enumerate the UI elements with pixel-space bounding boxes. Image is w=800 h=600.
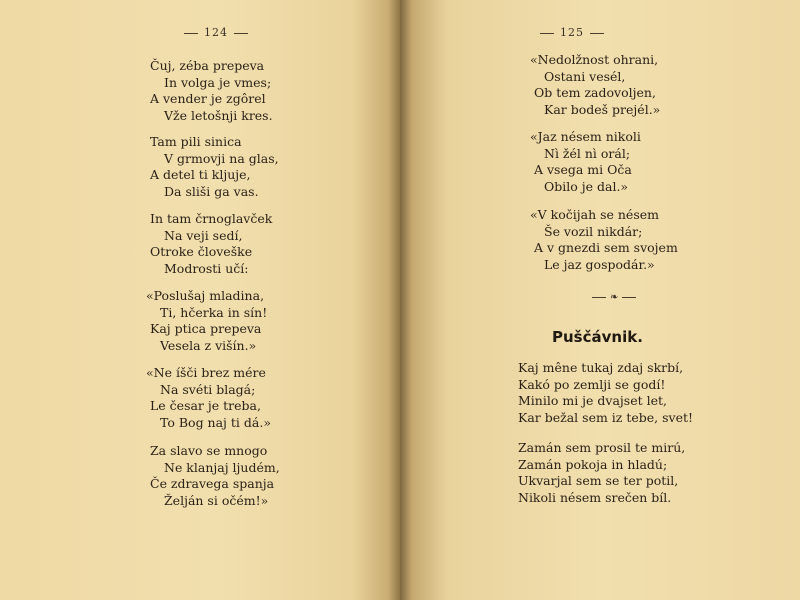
stanza <box>146 365 271 431</box>
verse-line: Le jaz gospodár.» <box>544 256 655 272</box>
verse-line: Nì žél nì orál; <box>544 145 631 161</box>
fleuron-icon: ❧ <box>610 292 619 303</box>
verse-line: Ostani vesél, <box>544 68 626 84</box>
verse-line: Ti, hčerka in sín! <box>160 304 268 320</box>
verse-line: «Nedolžnost ohrani, <box>530 52 659 67</box>
dash-ornament <box>590 33 604 34</box>
verse-line: A vsega mi Oča <box>534 162 632 177</box>
verse-line: Kaj mêne tukaj zdaj skrbí, <box>518 360 684 375</box>
verse-line: Želján si očém!» <box>164 492 269 508</box>
verse-line: Modrosti učí: <box>164 260 249 276</box>
dash-ornament <box>592 297 606 298</box>
stanza <box>150 58 273 124</box>
stanza <box>530 52 660 118</box>
verse-line: Ne klanjaj ljudém, <box>164 459 280 475</box>
verse-line: «Jaz nésem nikoli <box>530 129 641 144</box>
verse-line: A vender je zgôrel <box>150 91 266 106</box>
verse-line: Kaj ptica prepeva <box>150 321 262 336</box>
dash-ornament <box>234 33 248 34</box>
verse-line: Ukvarjal sem se ter potil, <box>518 473 679 488</box>
stanza <box>146 288 267 354</box>
verse-line: «Ne íšči brez mére <box>146 365 266 380</box>
verse-line: Zamán sem prosil te mirú, <box>518 440 686 455</box>
verse-line: Vže letošnji kres. <box>164 107 273 123</box>
verse-line: Zamán pokoja in hladú; <box>518 456 668 472</box>
verse-line: Otroke človeške <box>150 244 253 259</box>
verse-line: A detel ti kljuje, <box>150 167 251 182</box>
verse-line: Če zdravega spanja <box>150 476 275 491</box>
verse-line: Na svéti blagá; <box>160 381 256 397</box>
stanza <box>530 129 641 195</box>
verse-line: Kar bodeš prejél.» <box>544 101 661 117</box>
stanza <box>150 211 272 277</box>
left-page-number <box>178 26 254 39</box>
verse-line: Obilo je dal.» <box>544 178 629 194</box>
stanza <box>518 440 685 506</box>
verse-line: Na veji sedí, <box>164 227 243 243</box>
right-page <box>400 0 800 600</box>
page-number-text: 125 <box>560 26 584 39</box>
verse-line: A v gnezdi sem svojem <box>534 240 678 255</box>
verse-line: «Poslušaj mladina, <box>146 288 265 303</box>
verse-line: V grmovji na glas, <box>164 150 279 166</box>
verse-line: Tam pili sinica <box>150 134 242 149</box>
verse-line: In tam črnoglavček <box>150 211 273 226</box>
right-page-number <box>534 26 610 39</box>
verse-line: Kakó po zemlji se godí! <box>518 376 666 392</box>
verse-line: To Bog naj ti dá.» <box>160 414 271 430</box>
verse-line: Minilo mi je dvajset let, <box>518 393 668 408</box>
dash-ornament <box>622 297 636 298</box>
section-ornament <box>588 292 640 303</box>
dash-ornament <box>184 33 198 34</box>
stanza <box>530 207 678 273</box>
stanza <box>518 360 693 426</box>
verse-line: Le česar je treba, <box>150 398 261 413</box>
verse-line: In volga je vmes; <box>164 74 272 90</box>
poem-title: Puščávnik. <box>552 328 643 346</box>
page-number-text: 124 <box>204 26 228 39</box>
verse-line: Vesela z višín.» <box>160 337 257 353</box>
stanza <box>150 443 280 509</box>
verse-line: Čuj, zéba prepeva <box>150 58 265 73</box>
verse-line: Nikoli nésem srečen bíl. <box>518 489 672 505</box>
stanza <box>150 134 279 200</box>
verse-line: Za slavo se mnogo <box>150 443 268 458</box>
verse-line: Še vozil nikdár; <box>544 223 643 239</box>
verse-line: Kar bežal sem iz tebe, svet! <box>518 409 694 425</box>
verse-line: Da sliši ga vas. <box>164 183 259 199</box>
verse-line: «V kočijah se nésem <box>530 207 659 222</box>
dash-ornament <box>540 33 554 34</box>
verse-line: Ob tem zadovoljen, <box>534 85 656 100</box>
